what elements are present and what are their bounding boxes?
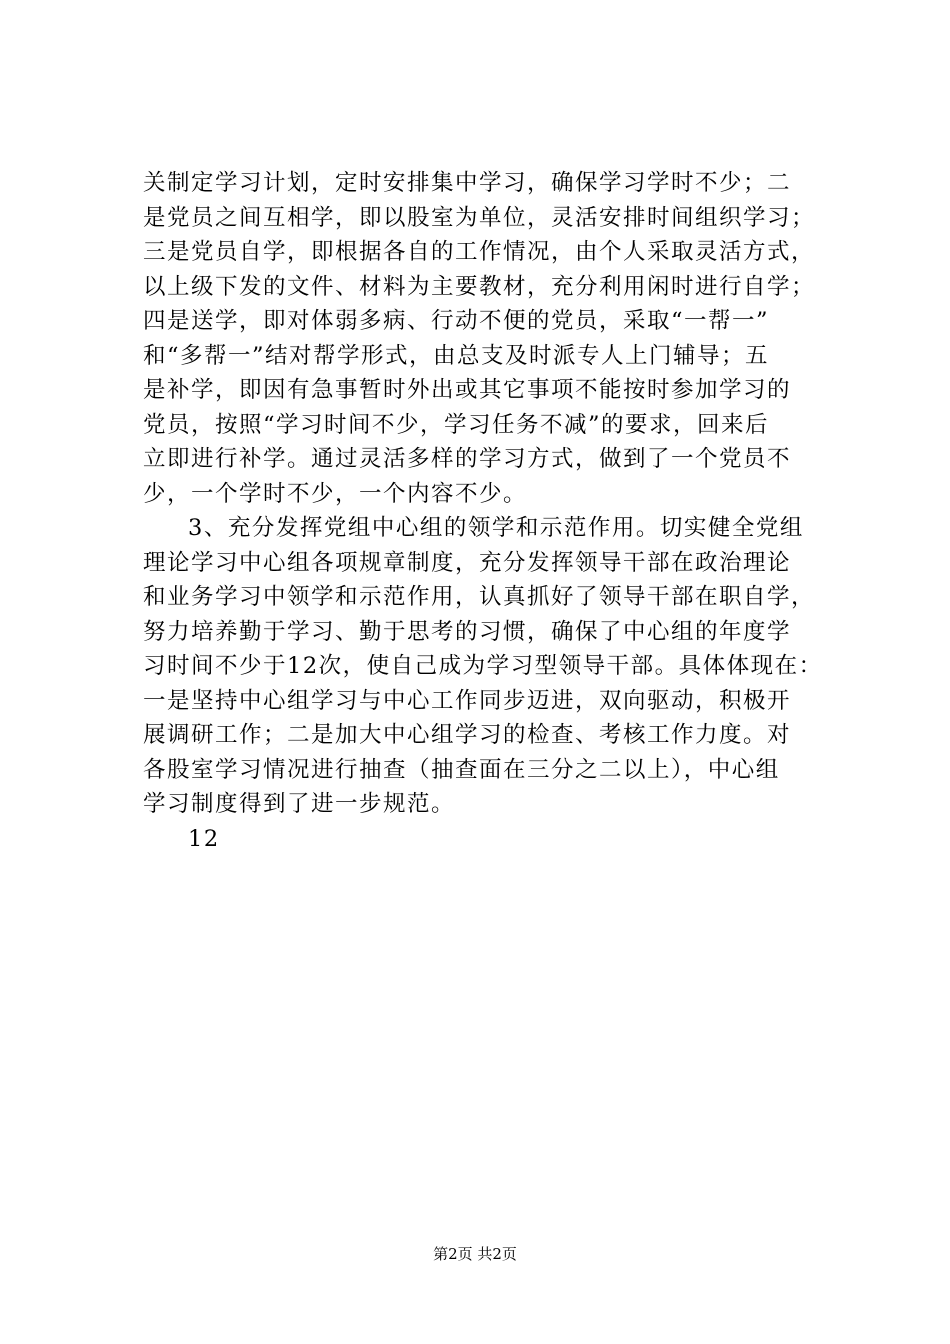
text-line: 一是坚持中心组学习与中心工作同步迈进，双向驱动，积极开 (143, 687, 792, 714)
document-body (143, 166, 823, 856)
text-line: 学习制度得到了进一步规范。 (143, 791, 456, 817)
text-line: 以上级下发的文件、材料为主要教材，充分利用闲时进行自学； (143, 273, 816, 300)
number-line: 12 (188, 825, 220, 852)
section-heading-line: 3、充分发挥党组中心组的领学和示范作用。切实健全党组 (188, 515, 804, 541)
text-line: 四是送学，即对体弱多病、行动不便的党员，采取“一帮一” (143, 308, 770, 334)
page-footer: 第2页 共2页 (433, 1245, 517, 1263)
text-line: 是补学，即因有急事暂时外出或其它事项不能按时参加学习的 (143, 377, 792, 403)
text-line: 理论学习中心组各项规章制度，充分发挥领导干部在政治理论 (143, 549, 792, 576)
text-line: 和“多帮一”结对帮学形式，由总支及时派专人上门辅导；五 (143, 342, 770, 369)
text-line: 党员，按照“学习时间不少，学习任务不减”的要求，回来后 (143, 411, 770, 438)
text-line: 各股室学习情况进行抽查（抽查面在三分之二以上），中心组 (143, 756, 780, 783)
text-line: 少，一个学时不少，一个内容不少。 (143, 480, 528, 507)
text-line: 习时间不少于12次，使自己成为学习型领导干部。具体体现在： (143, 653, 823, 679)
text-line: 三是党员自学，即根据各自的工作情况，由个人采取灵活方式， (143, 239, 816, 265)
text-line: 努力培养勤于学习、勤于思考的习惯，确保了中心组的年度学 (143, 618, 792, 645)
text-line: 是党员之间互相学，即以股室为单位，灵活安排时间组织学习； (143, 204, 816, 231)
text-line: 展调研工作；二是加大中心组学习的检查、考核工作力度。对 (143, 722, 792, 748)
text-line: 和业务学习中领学和示范作用，认真抓好了领导干部在职自学， (143, 584, 816, 610)
text-line: 关制定学习计划，定时安排集中学习，确保学习学时不少；二 (143, 170, 792, 196)
text-line: 立即进行补学。通过灵活多样的学习方式，做到了一个党员不 (143, 446, 792, 472)
